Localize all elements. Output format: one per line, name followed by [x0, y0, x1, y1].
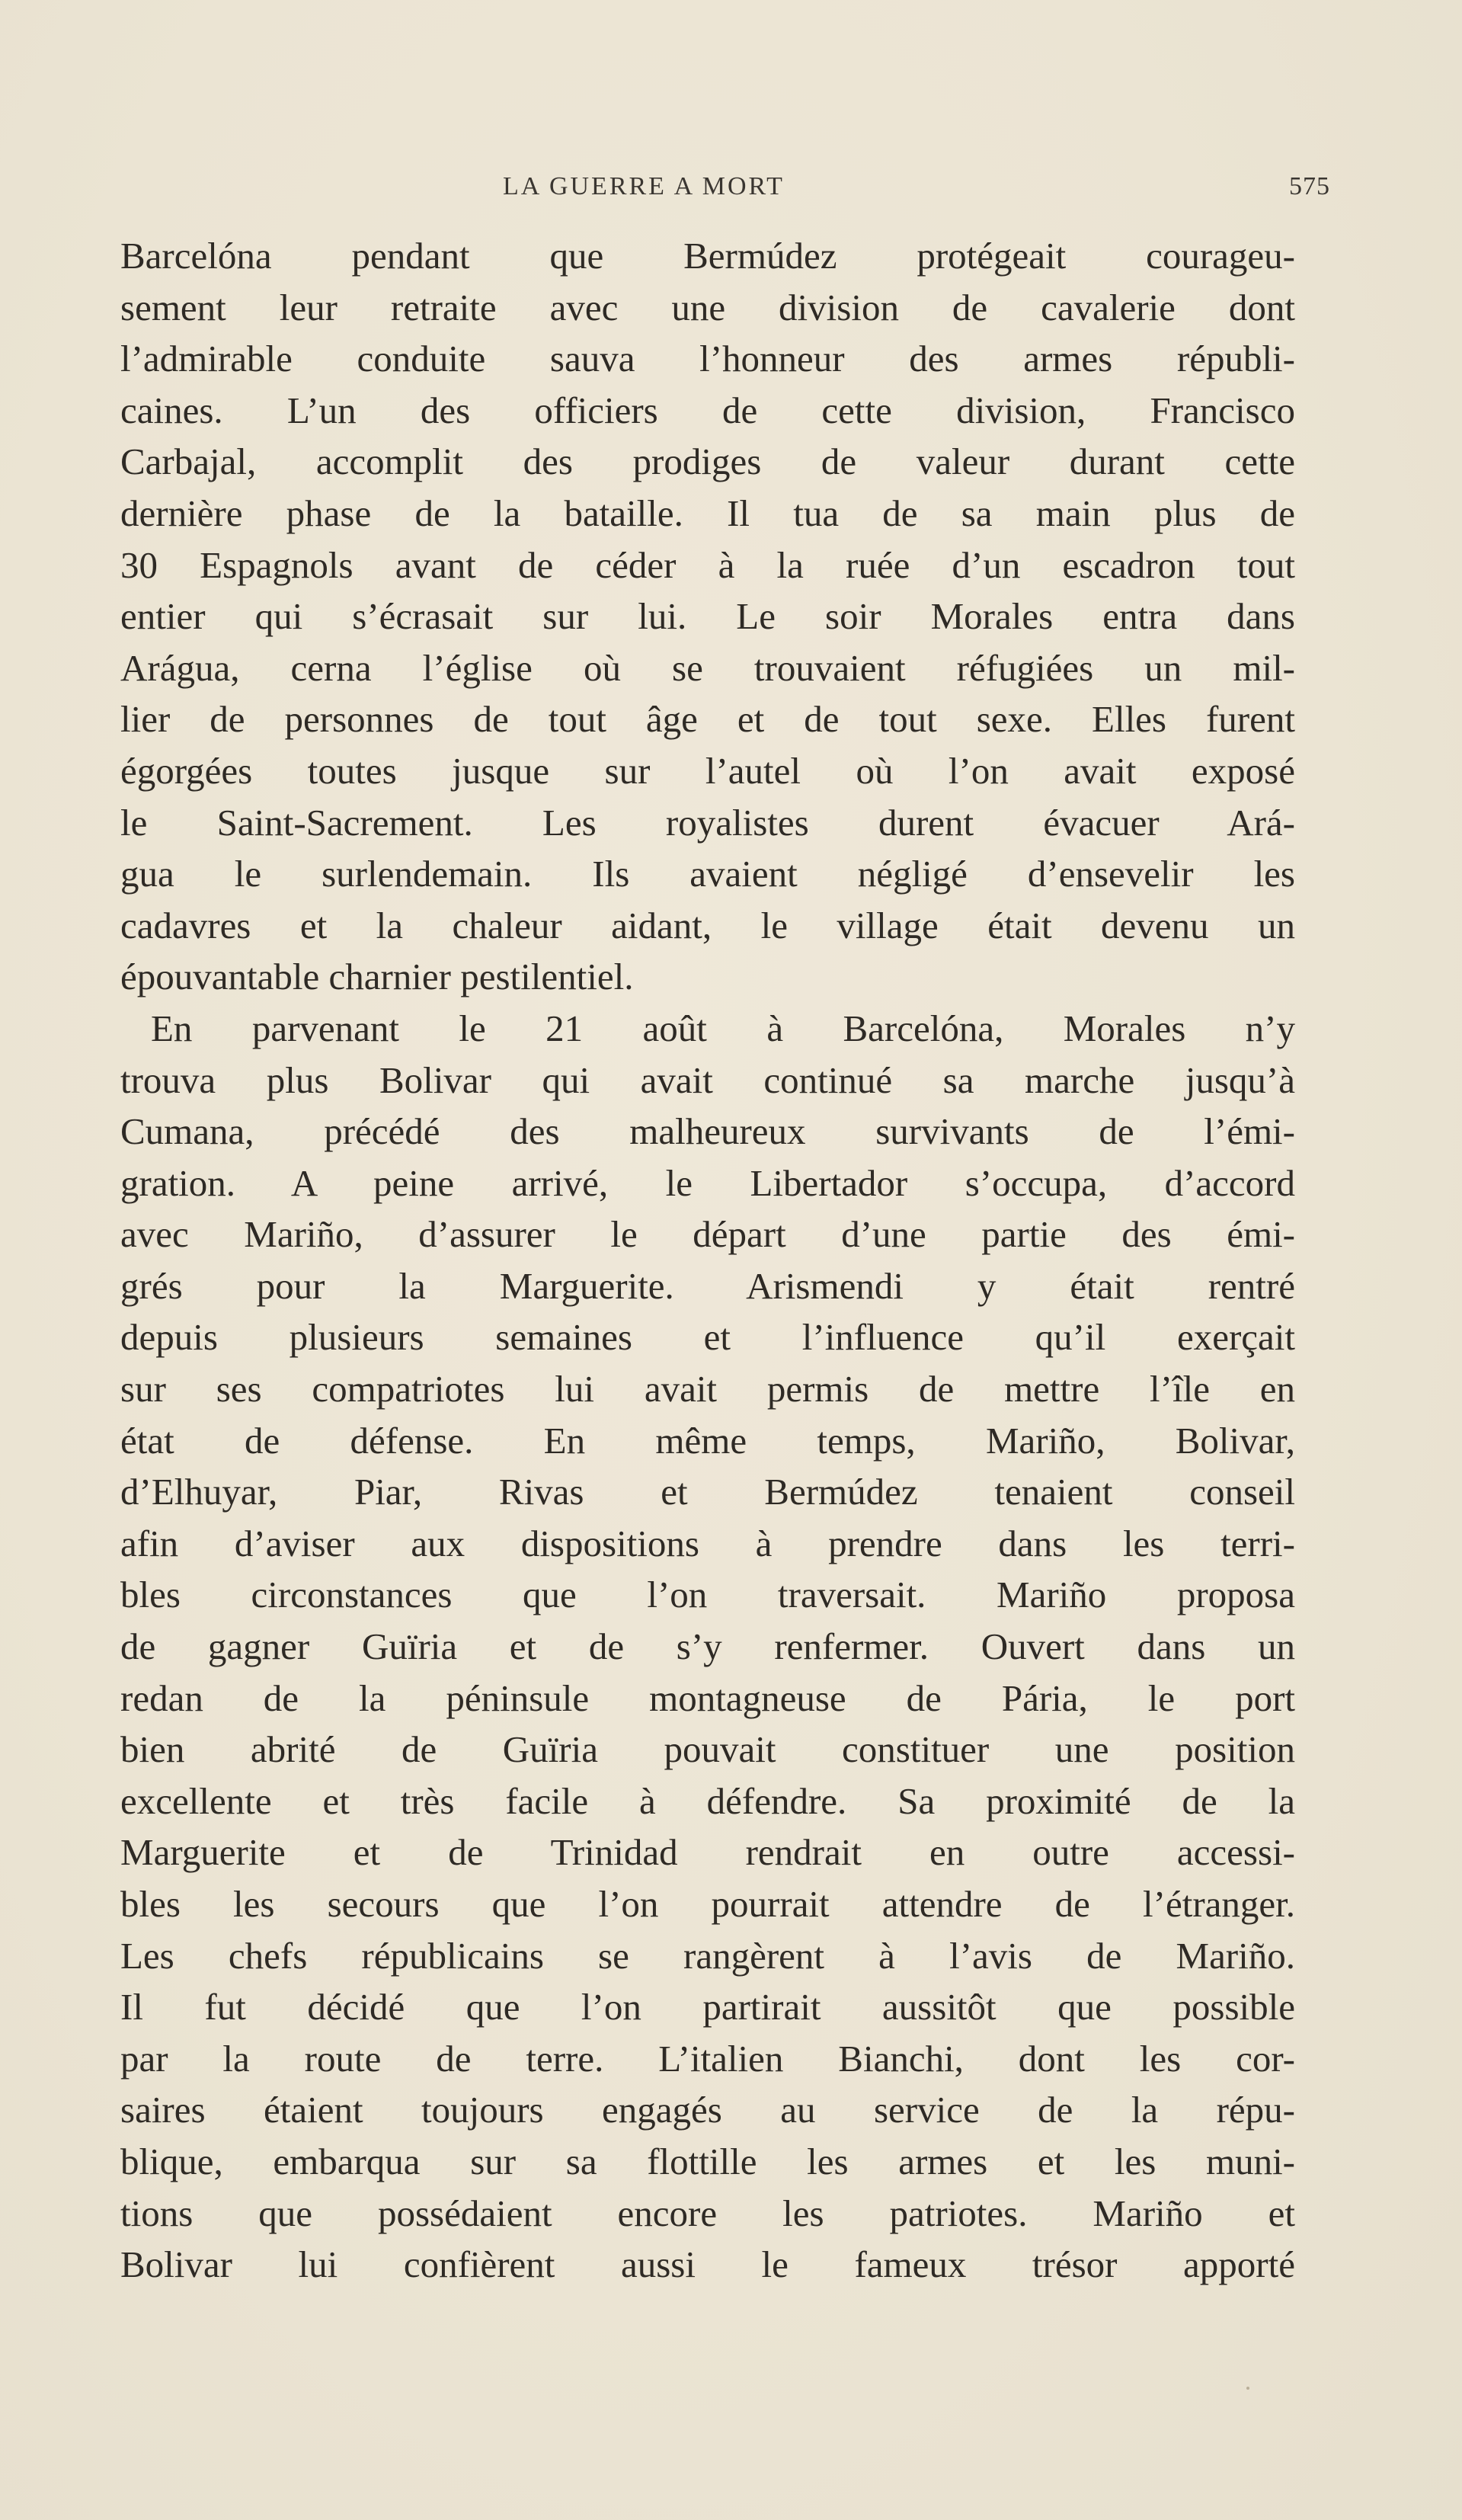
text-line: par la route de terre. L’italien Bianchi, dont les cor-	[120, 2037, 1295, 2080]
text-line: sement leur retraite avec une division de cavalerie dont	[120, 286, 1295, 328]
text-line: tions que possédaient encore les patriotes. Mariño et	[120, 2192, 1295, 2234]
text-line: redan de la péninsule montagneuse de Pária, le port	[120, 1676, 1295, 1719]
paragraph-end-line: épouvantable charnier pestilentiel.	[120, 956, 634, 998]
text-line: depuis plusieurs semaines et l’influence qu’il exerçait	[120, 1316, 1295, 1359]
text-line: l’admirable conduite sauva l’honneur des armes républi-	[120, 338, 1295, 380]
text-line: Marguerite et de Trinidad rendrait en outre accessi-	[120, 1831, 1295, 1874]
text-line: gua le surlendemain. Ils avaient négligé d’ensevelir les	[120, 853, 1295, 895]
running-head	[0, 172, 1462, 203]
text-line: saires étaient toujours engagés au service de la répu-	[120, 2089, 1295, 2131]
text-line: le Saint-Sacrement. Les royalistes durent évacuer Ará-	[120, 801, 1295, 844]
text-line: afin d’aviser aux dispositions à prendre dans les terri-	[120, 1522, 1295, 1564]
text-line: lier de personnes de tout âge et de tout sexe. Elles furent	[120, 698, 1295, 741]
text-line: Les chefs républicains se rangèrent à l’avis de Mariño.	[120, 1934, 1295, 1977]
text-line: caines. L’un des officiers de cette division, Francisco	[120, 389, 1295, 431]
text-line: 30 Espagnols avant de céder à la ruée d’un escadron tout	[120, 543, 1295, 586]
text-line: entier qui s’écrasait sur lui. Le soir Morales entra dans	[120, 595, 1295, 638]
text-line: bien abrité de Guïria pouvait constituer une position	[120, 1728, 1295, 1771]
text-line: blique, embarqua sur sa flottille les armes et les muni-	[120, 2140, 1295, 2182]
paper-speck	[1246, 2387, 1249, 2390]
text-line: avec Mariño, d’assurer le départ d’une partie des émi-	[120, 1213, 1295, 1256]
page-number: 575	[1289, 172, 1330, 200]
running-title: LA GUERRE A MORT	[503, 172, 785, 200]
text-line: Cumana, précédé des malheureux survivants de l’émi-	[120, 1110, 1295, 1153]
text-line: Barcelóna pendant que Bermúdez protégeait courageu-	[120, 235, 1295, 277]
text-line: excellente et très facile à défendre. Sa proximité de la	[120, 1779, 1295, 1822]
text-line: bles circonstances que l’on traversait. Mariño proposa	[120, 1574, 1295, 1616]
text-line: égorgées toutes jusque sur l’autel où l’on avait exposé	[120, 749, 1295, 792]
text-line: sur ses compatriotes lui avait permis de mettre l’île en	[120, 1368, 1295, 1410]
text-line: dernière phase de la bataille. Il tua de sa main plus de	[120, 492, 1295, 534]
body-text	[120, 230, 1295, 2291]
text-line: de gagner Guïria et de s’y renfermer. Ouvert dans un	[120, 1625, 1295, 1668]
text-line: Carbajal, accomplit des prodiges de valeur durant cette	[120, 440, 1295, 483]
text-line: gration. A peine arrivé, le Libertador s’occupa, d’accord	[120, 1161, 1295, 1204]
text-line: Il fut décidé que l’on partirait aussitôt que possible	[120, 1986, 1295, 2028]
text-line: d’Elhuyar, Piar, Rivas et Bermúdez tenaient conseil	[120, 1471, 1295, 1513]
text-line: Arágua, cerna l’église où se trouvaient réfugiées un mil-	[120, 646, 1295, 689]
paragraph-start-line: En parvenant le 21 août à Barcelóna, Morales n’y	[151, 1007, 1295, 1049]
text-line: état de défense. En même temps, Mariño, Bolivar,	[120, 1419, 1295, 1462]
text-line: cadavres et la chaleur aidant, le village était devenu un	[120, 904, 1295, 946]
text-line: bles les secours que l’on pourrait attendre de l’étranger.	[120, 1883, 1295, 1925]
text-line: Bolivar lui confièrent aussi le fameux trésor apporté	[120, 2243, 1295, 2286]
text-line: trouva plus Bolivar qui avait continué sa marche jusqu’à	[120, 1058, 1295, 1101]
text-line: grés pour la Marguerite. Arismendi y était rentré	[120, 1264, 1295, 1307]
